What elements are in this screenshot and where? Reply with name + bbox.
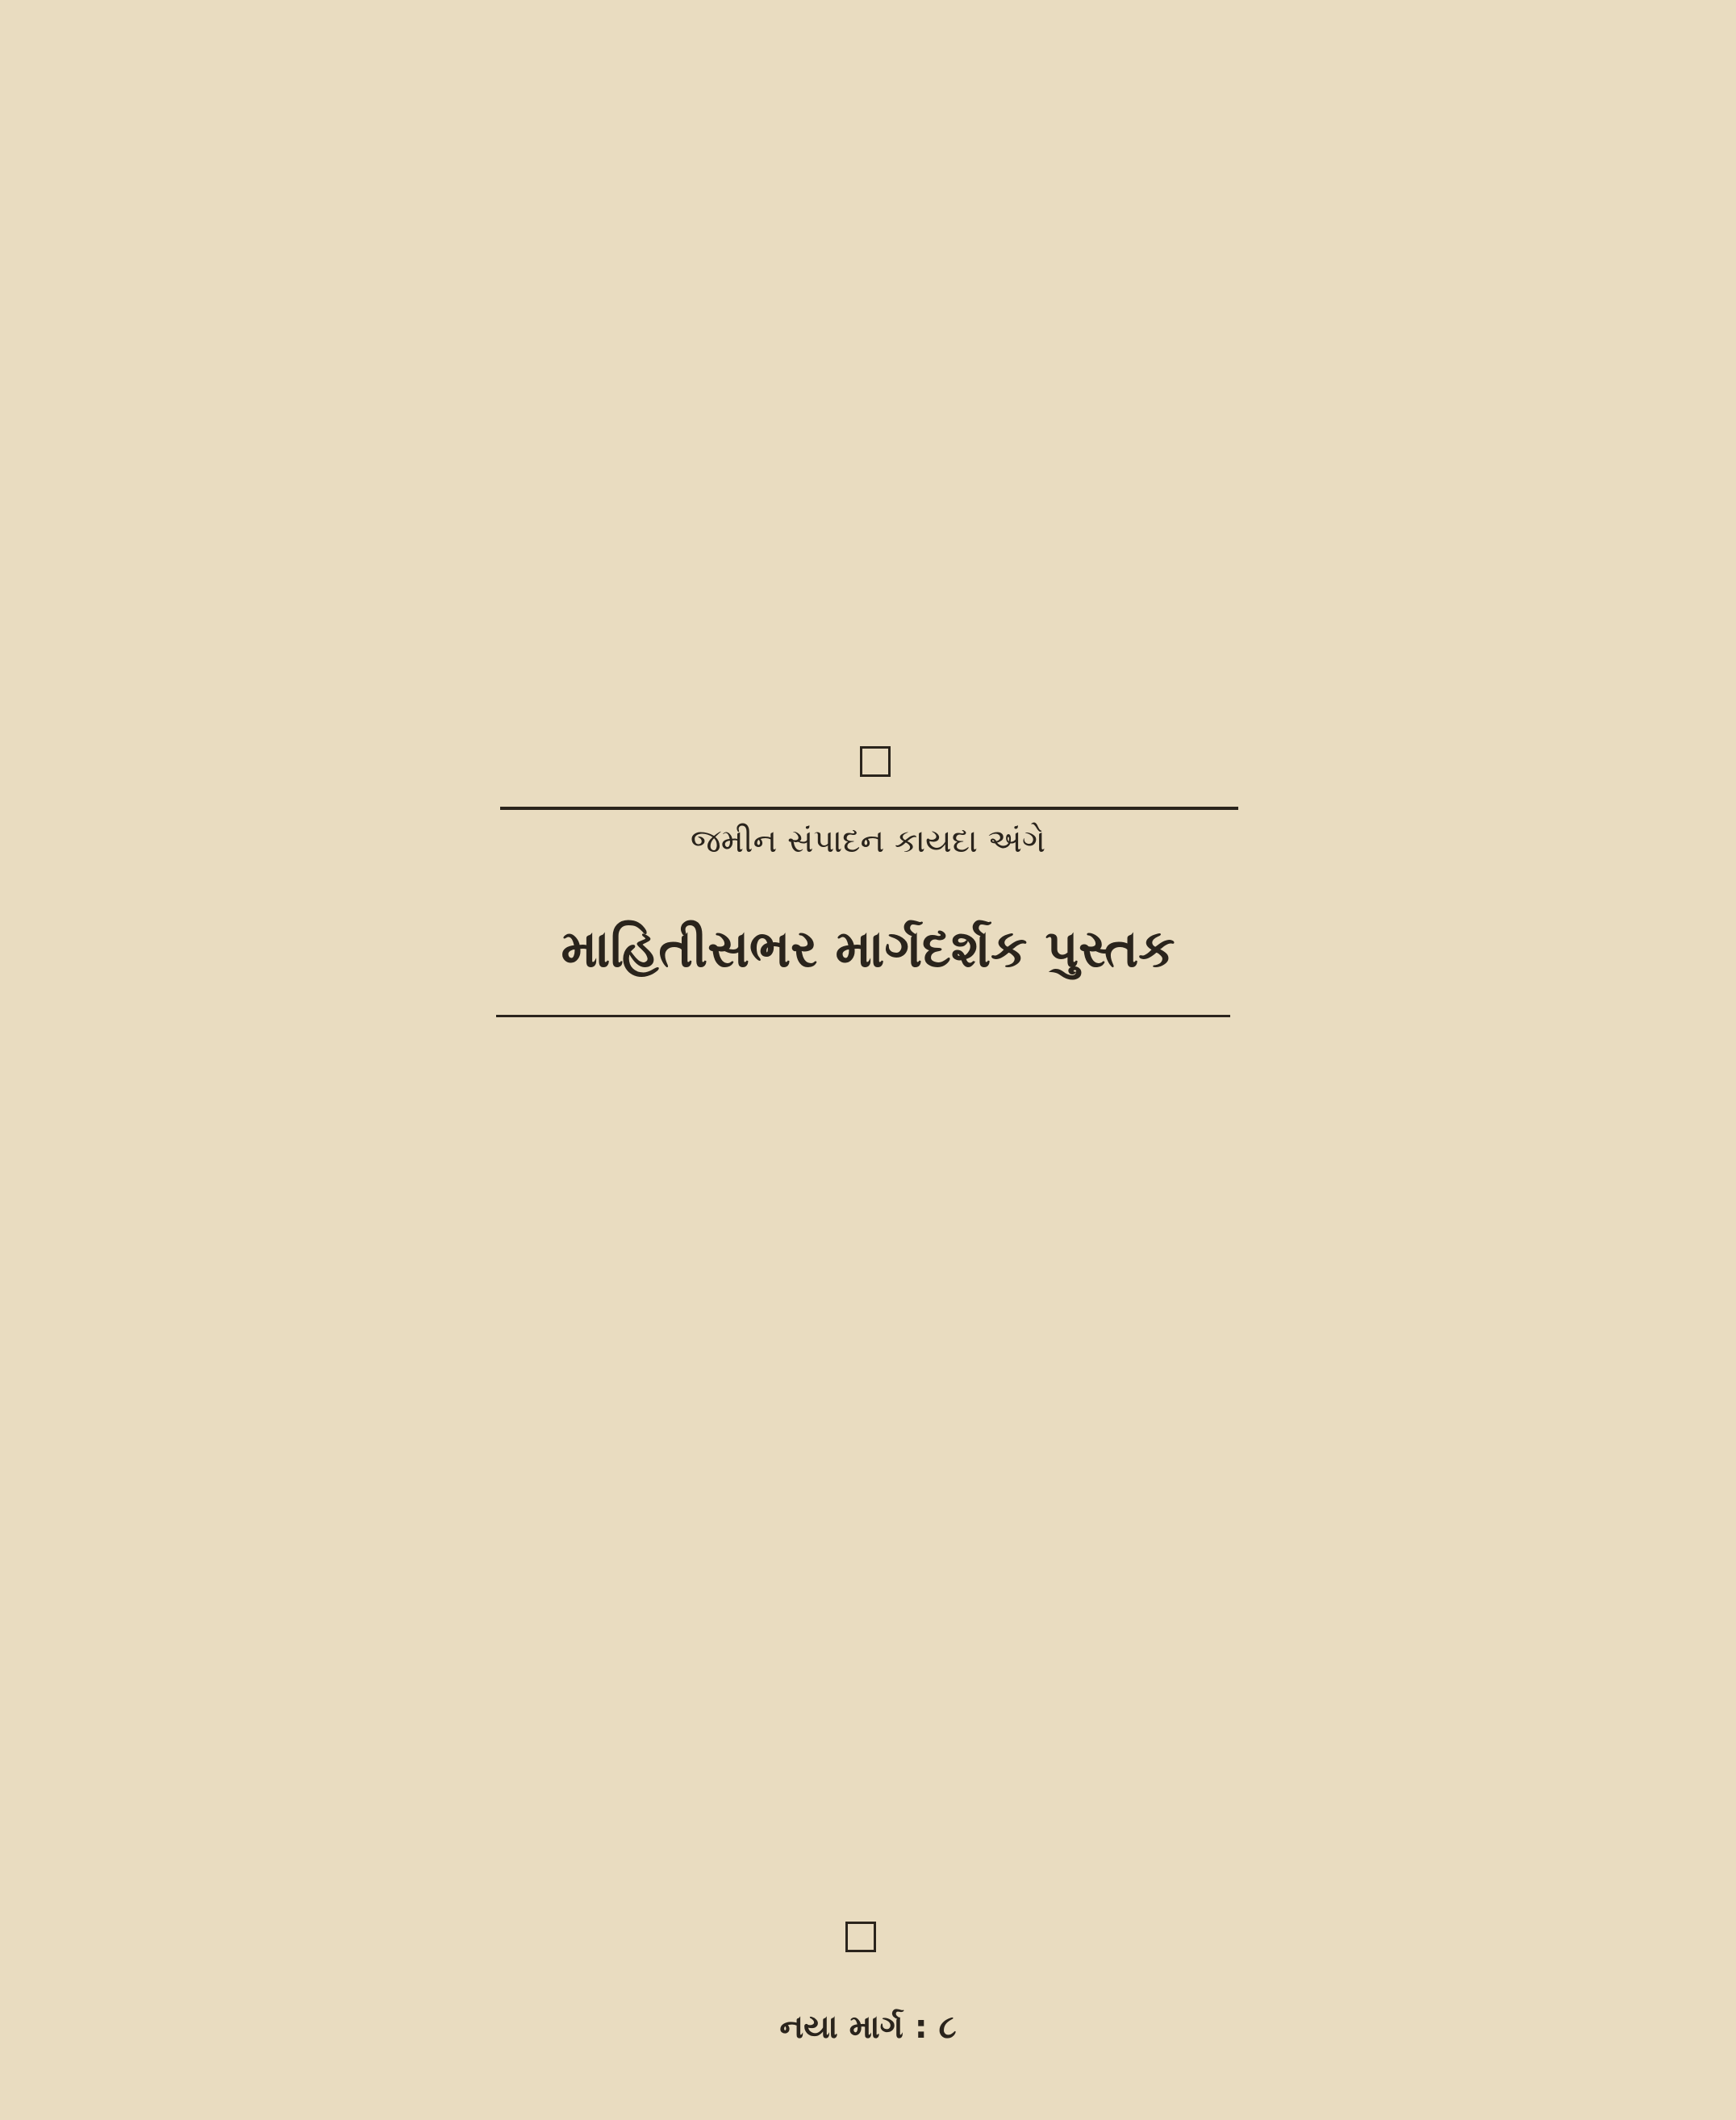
top-article-end-mark xyxy=(860,746,891,777)
page-footer: નયા માર્ગ : ૮ xyxy=(779,2009,957,2046)
section-divider-rule xyxy=(500,807,1238,810)
section-kicker: જમીન સંપાદન કાયદા અંગે xyxy=(690,823,1046,860)
book-notice-end-mark xyxy=(845,1922,876,1952)
headline-underline-rule xyxy=(496,1015,1230,1017)
section-headline: માહિતીસભર માર્ગદર્શક પુસ્તક xyxy=(561,920,1175,979)
